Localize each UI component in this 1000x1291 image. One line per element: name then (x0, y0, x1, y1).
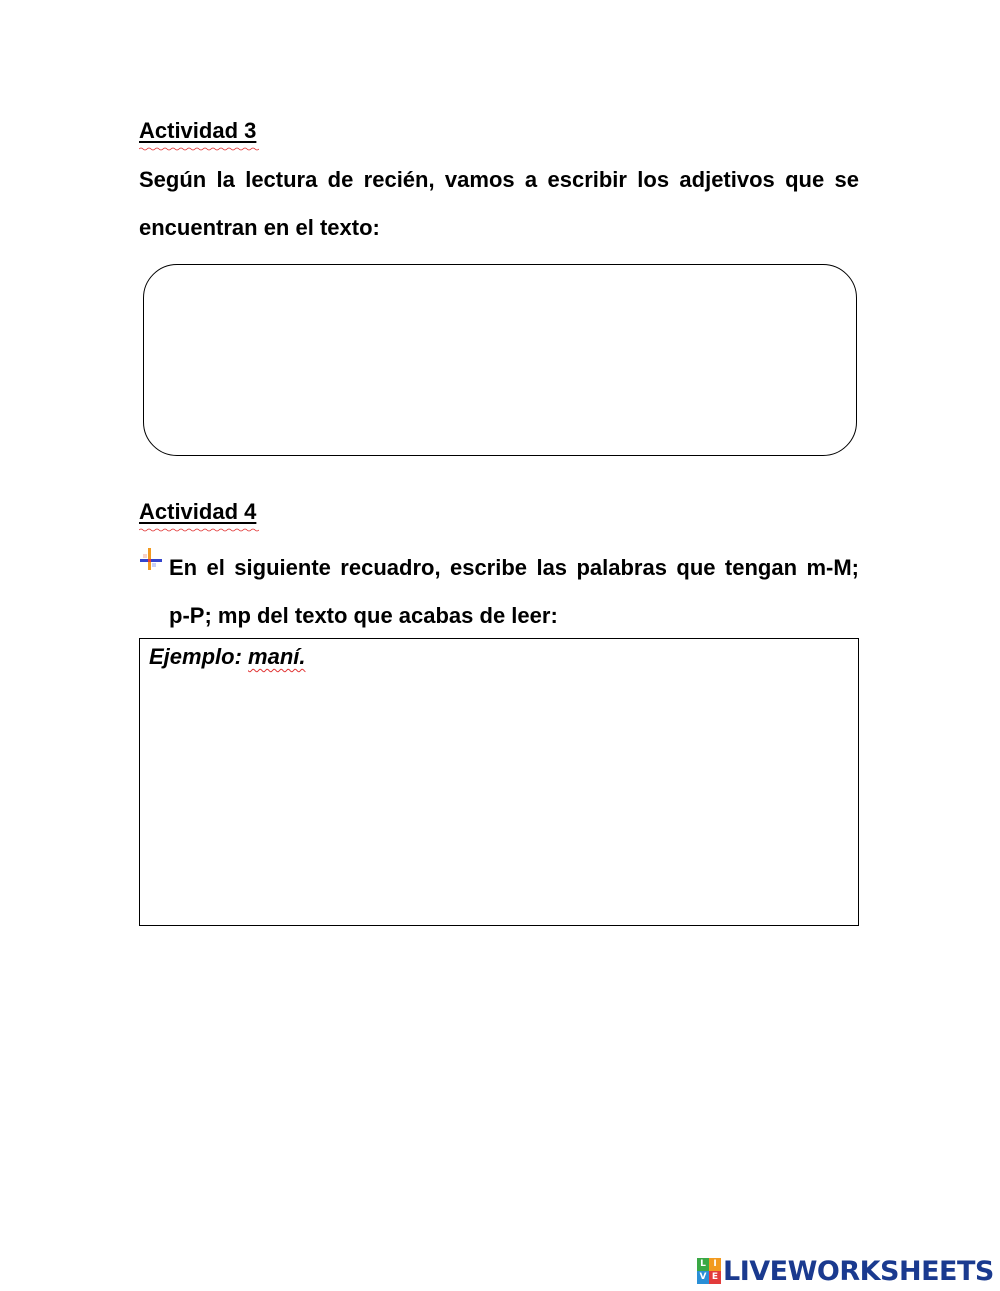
logo-mark-letter: V (697, 1271, 709, 1284)
activity-3-instruction-line-1: Según la lectura de recién, vamos a escribir los adjetivos que se (139, 167, 859, 192)
activity-3-heading (139, 118, 256, 144)
logo-mark-letter: I (709, 1258, 721, 1271)
example-prefix: Ejemplo: (149, 644, 242, 669)
logo-mark-letter: E (709, 1271, 721, 1284)
spellcheck-squiggle-icon (139, 147, 259, 151)
logo-text: LIVEWORKSHEETS (723, 1255, 994, 1287)
words-answer-box[interactable] (139, 638, 859, 926)
adjectives-answer-box[interactable] (143, 264, 857, 456)
activity-3-instruction-line-2: encuentran en el texto: (139, 215, 380, 240)
liveworksheets-logo (697, 1257, 994, 1285)
activity-4-instruction-line-1: En el siguiente recuadro, escribe las palabras que tengan m-M; (169, 555, 859, 580)
spellcheck-squiggle-icon (139, 528, 259, 532)
example-text (149, 643, 306, 671)
activity-4-heading (139, 499, 256, 525)
logo-mark-letter: L (697, 1258, 709, 1271)
bullet-icon (139, 547, 163, 571)
example-word: maní. (248, 644, 306, 669)
activity-3-instruction (139, 156, 859, 252)
liveworksheets-logo-icon (697, 1258, 721, 1284)
activity-4-heading-text: Actividad 4 (139, 499, 257, 524)
activity-4-instruction-line-2: p-P; mp del texto que acabas de leer: (169, 603, 558, 628)
activity-3-heading-text: Actividad 3 (139, 118, 257, 143)
